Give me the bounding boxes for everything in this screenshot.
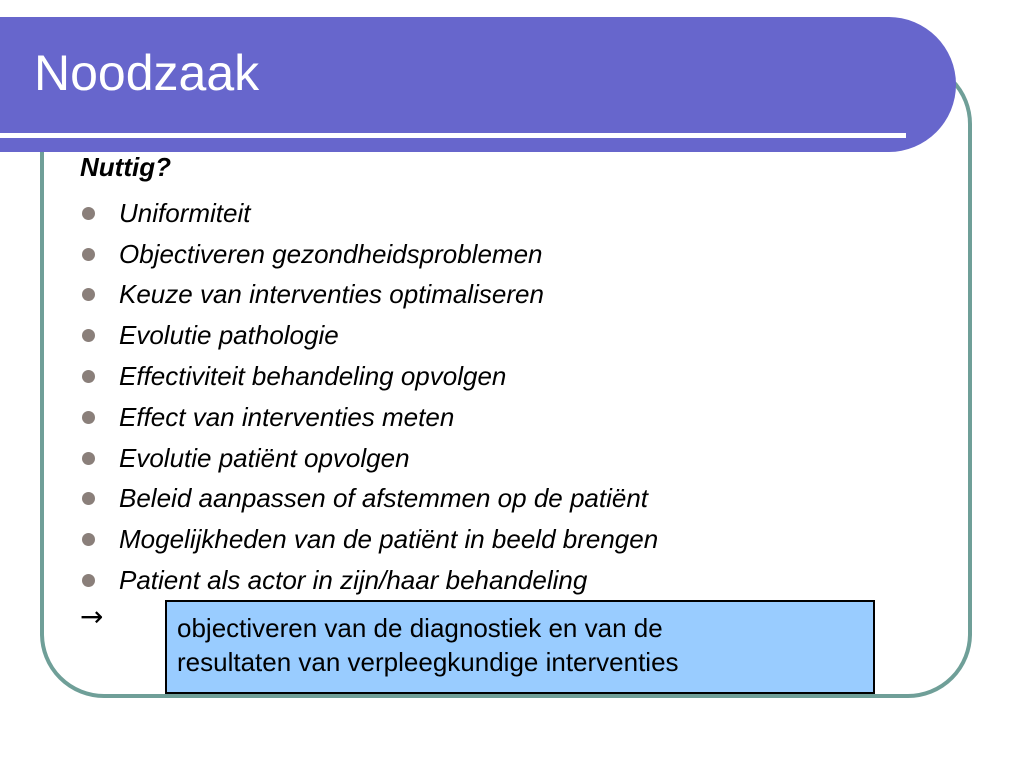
bullet-dot-icon bbox=[82, 207, 95, 220]
list-item bbox=[80, 479, 658, 520]
slide-title: Noodzaak bbox=[34, 45, 260, 101]
bullet-dot-icon bbox=[82, 248, 95, 261]
bullet-text: Beleid aanpassen of afstemmen op de patiënt bbox=[119, 483, 649, 514]
title-underline bbox=[0, 133, 906, 138]
bullet-text: Effectiviteit behandeling opvolgen bbox=[119, 361, 507, 392]
bullet-text: Keuze van interventies optimaliseren bbox=[119, 279, 544, 310]
list-item bbox=[80, 234, 658, 275]
list-item bbox=[80, 356, 658, 397]
bullet-text: Mogelijkheden van de patiënt in beeld brengen bbox=[119, 524, 659, 555]
list-item bbox=[80, 560, 658, 601]
list-item bbox=[80, 315, 658, 356]
bullet-text: Objectiveren gezondheidsproblemen bbox=[119, 238, 543, 269]
bullet-dot-icon bbox=[82, 370, 95, 383]
bullet-text: Effect van interventies meten bbox=[119, 401, 455, 432]
list-item bbox=[80, 275, 658, 316]
bullet-text: Patient als actor in zijn/haar behandeling bbox=[119, 565, 588, 596]
conclusion-callout bbox=[165, 600, 875, 694]
right-arrow-icon: → bbox=[80, 600, 104, 633]
bullet-text: Evolutie pathologie bbox=[119, 320, 339, 351]
callout-line-1: objectiveren van de diagnostiek en van de bbox=[177, 613, 663, 643]
bullet-dot-icon bbox=[82, 574, 95, 587]
bullet-dot-icon bbox=[82, 492, 95, 505]
bullet-text: Evolutie patiënt opvolgen bbox=[119, 442, 410, 473]
list-item bbox=[80, 519, 658, 560]
bullet-dot-icon bbox=[82, 411, 95, 424]
bullet-dot-icon bbox=[82, 288, 95, 301]
list-item bbox=[80, 397, 658, 438]
bullet-dot-icon bbox=[82, 329, 95, 342]
bullet-list bbox=[80, 193, 658, 601]
bullet-text: Uniformiteit bbox=[119, 197, 251, 228]
subheading: Nuttig? bbox=[80, 152, 171, 182]
bullet-dot-icon bbox=[82, 452, 95, 465]
callout-line-2: resultaten van verpleegkundige interventies bbox=[177, 646, 679, 677]
list-item bbox=[80, 193, 658, 234]
bullet-dot-icon bbox=[82, 533, 95, 546]
list-item bbox=[80, 438, 658, 479]
